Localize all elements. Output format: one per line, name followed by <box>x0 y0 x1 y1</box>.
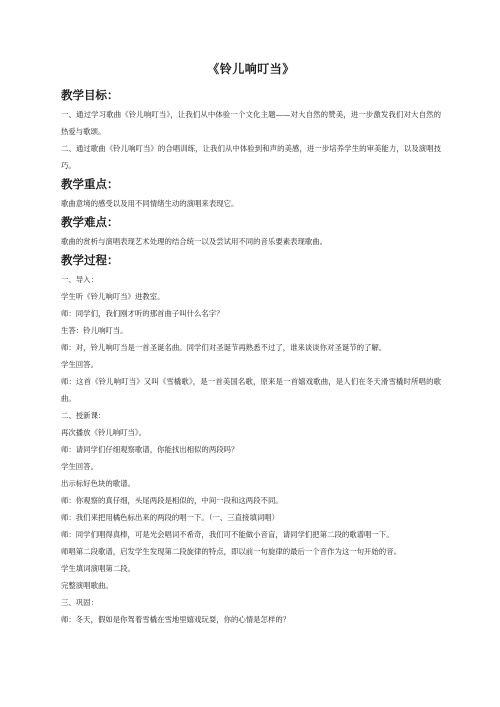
paragraph: 出示标好色块的歌谱。 <box>61 479 135 488</box>
paragraph: 学生填词演唱第二段。 <box>61 564 135 573</box>
paragraph: 师唱第二段歌谱，启发学生发现第二段旋律的特点，即以前一句旋律的最后一个音作为这一句开始的音。 <box>61 547 401 556</box>
paragraph: 师：冬天，假如是你驾着雪橇在雪地里嬉戏玩耍，你的心情是怎样的？ <box>61 615 291 624</box>
paragraph: 二、授新课： <box>61 411 106 420</box>
section-heading: 教学过程： <box>61 253 119 267</box>
paragraph: 学生回答。 <box>61 360 98 369</box>
paragraph: 师：同学们唱得真棒，可是光会唱词不希奇，我们可不能做小音盲，请同学们把第二段的歌谱唱一下。 <box>61 530 394 539</box>
paragraph: 师：我们来把用橘色标出来的两段的唱一下。（一、三直接填词唱） <box>61 513 280 522</box>
paragraph: 一、通过学习歌曲《铃儿响叮当》，让我们从中体验一个文化主题——对大自然的赞美，进一步激发我们对大自然的热爱与歌颂。 <box>61 110 441 136</box>
paragraph: 一、导入： <box>61 275 98 284</box>
section <box>61 177 441 212</box>
paragraph: 学生回答。 <box>61 462 98 471</box>
document-title: 《铃儿响叮当》 <box>207 62 295 76</box>
paragraph: 歌曲的赏析与演唱表现艺术处理的结合统一以及尝试用不同的音乐要素表现歌曲。 <box>61 237 328 246</box>
paragraph: 师：对，铃儿响叮当是一首圣诞名曲。同学们对圣诞节再熟悉不过了，谁来谈谈你对圣诞节的了解。 <box>61 343 387 352</box>
paragraph: 生答：铃儿响叮当。 <box>61 326 128 335</box>
document-page <box>61 62 441 631</box>
document-body <box>61 88 441 628</box>
section <box>61 88 441 174</box>
section-heading: 教学重点： <box>61 177 119 191</box>
section-heading: 教学目标： <box>61 88 119 102</box>
section <box>61 215 441 250</box>
paragraph: 师：你观察的真仔细，头尾两段是相似的，中间一段和这两段不同。 <box>61 496 283 505</box>
section-heading: 教学难点： <box>61 215 119 229</box>
paragraph: 三、巩固： <box>61 598 98 607</box>
paragraph: 师：请同学们仔细观察歌谱，你能找出相似的两段吗？ <box>61 445 239 454</box>
paragraph: 学生听《铃儿响叮当》进教室。 <box>61 292 165 301</box>
paragraph: 师：这首《铃儿响叮当》又叫《雪橇歌》，是一首美国名歌，原来是一首嬉戏歌曲，是人们在冬天滑雪橇时所唱的歌曲。 <box>61 377 441 403</box>
paragraph: 再次播放《铃儿响叮当》。 <box>61 428 146 437</box>
paragraph: 完整演唱歌曲。 <box>61 581 113 590</box>
paragraph: 师：同学们，我们刚才听的那首曲子叫什么名字？ <box>61 309 224 318</box>
section <box>61 253 441 628</box>
paragraph: 二、通过歌曲《铃儿响叮当》的合唱训练，让我们从中体验到和声的美感，进一步培养学生的审美能力，以及演唱技巧。 <box>61 144 441 170</box>
paragraph: 歌曲意境的感受以及用不同情绪生动的演唱来表现它。 <box>61 199 239 208</box>
